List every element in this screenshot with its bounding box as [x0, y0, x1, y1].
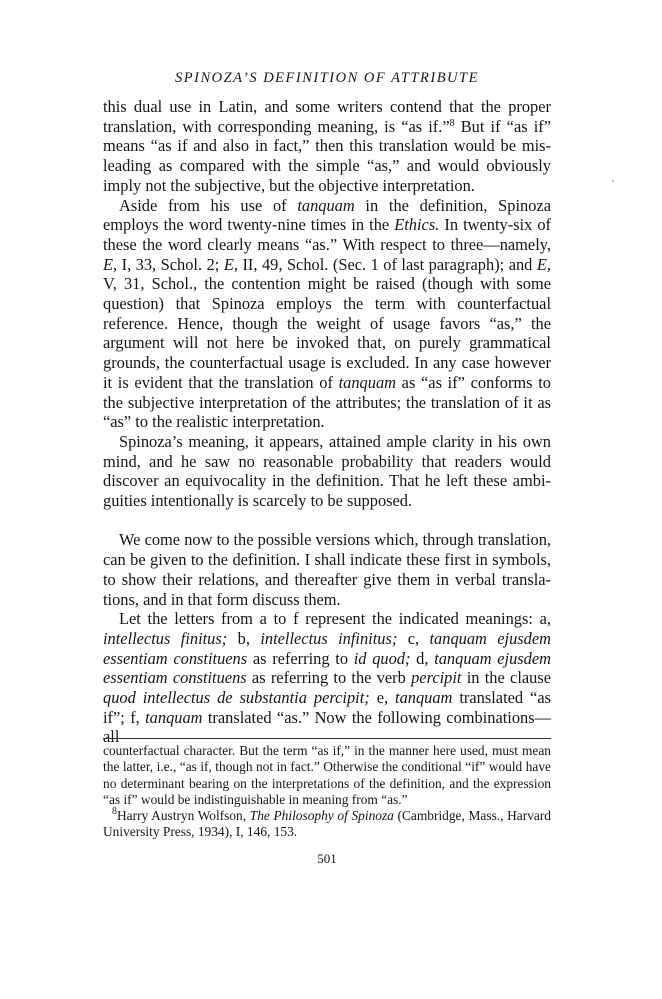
footnote-continued: counterfactual character. But the term “as if,” in the manner here used, must mean the latter, i.e., “as if, though not in fact.” Otherwise the conditional “if” would have no determinant bearing on the interpretations of the definition, and the expression “as if” would be indistinguishable in meaning from “as.” [103, 743, 551, 807]
page-number: 501 [317, 851, 337, 866]
text-run: Aside from his use of [119, 195, 298, 215]
latin-term: intellectus finitus; [103, 628, 228, 648]
citation-abbrev: E, [223, 254, 238, 274]
text-run: In twenty-six of these the word clearly means “as.” With respect to three—namely, [103, 215, 551, 254]
text-run: in the clause [461, 668, 551, 688]
book-title: The Philosophy of Spinoza [249, 808, 394, 824]
latin-term: intellectus infinitus; [260, 628, 398, 648]
footnotes [103, 743, 551, 841]
latin-term: percipit [411, 668, 462, 688]
footnote-ref-8: 8 [449, 117, 455, 129]
text-run: e, [369, 688, 396, 708]
text-run: V, 31, Schol., the contention might be raised (though with some question) that Spinoza employs the term with counterfactual reference. Hence, though the weight of usage favors “as,” the argument will not here be invoked that, on purely grammatical grounds, the counterfactual usage is excluded. In any case however it is evident that the translation of [103, 274, 551, 392]
latin-term: quod intellectus de substantia percipit; [103, 688, 370, 708]
citation-abbrev: E, [536, 254, 551, 274]
latin-term: tanquam [338, 372, 396, 392]
text-run: b, [227, 628, 261, 648]
latin-term: tanquam ejusdem essentiam constituens [103, 628, 551, 668]
paragraph-3: Spinoza’s meaning, it appears, attained ample clarity in his own mind, and he saw no reasonable probability that readers would discover an equivocality in the definition. That he left these ambiguities intentionally is scarcely to be supposed. [103, 431, 551, 511]
paragraph-1 [103, 97, 551, 196]
paragraph-1-text: But if “as if” means “as if and also in fact,” then this translation would be misleading as compared with the simple “as,” and would obviously imply not the subjective, but the objective interpretation. [103, 116, 551, 195]
body-text [103, 97, 551, 747]
footnote-8 [103, 808, 551, 841]
paragraph-5 [103, 609, 551, 747]
text-run: II, 49, Schol. (Sec. 1 of last paragraph); and [237, 254, 537, 274]
latin-term: id quod; [353, 648, 411, 668]
citation-abbrev: E, [103, 254, 118, 274]
text-run: (Cambridge, Mass., Harvard University Press, 1934), I, 146, 153. [103, 808, 551, 840]
print-speck [612, 180, 614, 182]
text-run: Harry Austryn Wolfson, [117, 808, 250, 824]
text-run: translated “as.” Now the following combinations—all [103, 707, 551, 747]
text-run: as referring to [247, 648, 354, 668]
footnote-number: 8 [112, 806, 117, 818]
text-run: c, [397, 628, 430, 648]
text-run: Let the letters from a to f represent the indicated meanings: a, [119, 609, 551, 629]
footnote-rule [103, 738, 551, 739]
latin-term: tanquam ejusdem essentiam constituens [103, 648, 551, 688]
text-run: as “as if” conforms to the subjective interpretation of the attributes; the translation of it as “as” to the realistic interpretation. [103, 372, 551, 432]
latin-term: tanquam [297, 195, 355, 215]
paragraph-2 [103, 196, 551, 432]
text-run: d, [410, 648, 435, 668]
latin-term: tanquam [395, 688, 453, 708]
text-run: I, 33, Schol. 2; [117, 254, 224, 274]
text-run: translated “as if”; f, [103, 688, 551, 727]
work-title: Ethics. [394, 215, 440, 235]
text-run: as referring to the verb [246, 668, 412, 688]
latin-term: tanquam [145, 707, 203, 727]
running-head: SPINOZA’S DEFINITION OF ATTRIBUTE [175, 70, 479, 86]
paragraph-1-text: this dual use in Latin, and some writers contend that the proper translation, with corresponding meaning, is “as if.” [103, 97, 551, 136]
paragraph-4: We come now to the possible versions which, through translation, can be given to the definition. I shall indicate these first in symbols, to show their relations, and thereafter give them in verbal translations, and in that form discuss them. [103, 530, 551, 609]
text-run: in the definition, Spinoza employs the word twenty-nine times in the [103, 195, 551, 235]
